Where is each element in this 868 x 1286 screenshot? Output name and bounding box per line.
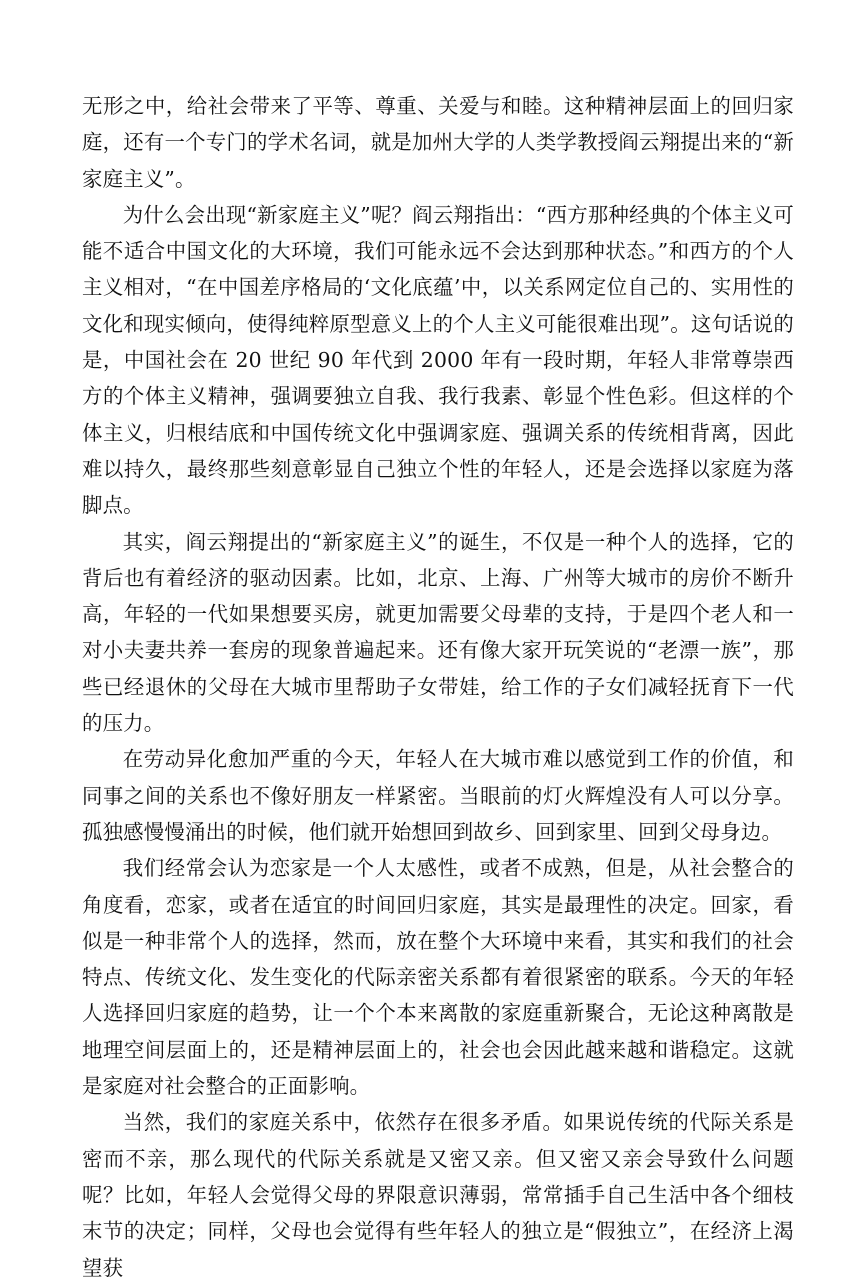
paragraph: 其实，阎云翔提出的“新家庭主义”的诞生，不仅是一种个人的选择，它的背后也有着经济的驱动因素。比如，北京、上海、广州等大城市的房价不断升高，年轻的一代如果想要买房，就更加需要父母辈的支持，于是四个老人和一对小夫妻共养一套房的现象普遍起来。还有像大家开玩笑说的“老漂一族”，那些已经退休的父母在大城市里帮助子女带娃，给工作的子女们减轻抚育下一代的压力。: [82, 529, 794, 736]
paragraph: 当然，我们的家庭关系中，依然存在很多矛盾。如果说传统的代际关系是密而不亲，那么现代的代际关系就是又密又亲。但又密又亲会导致什么问题呢？比如，年轻人会觉得父母的界限意识薄弱，常常插手自己生活中各个细枝末节的决定；同样，父母也会觉得有些年轻人的独立是“假独立”，在经济上渴望获: [82, 1110, 794, 1280]
paragraph: 在劳动异化愈加严重的今天，年轻人在大城市难以感觉到工作的价值，和同事之间的关系也不像好朋友一样紧密。当眼前的灯火辉煌没有人可以分享。孤独感慢慢涌出的时候，他们就开始想回到故乡、回到家里、回到父母身边。: [82, 747, 794, 844]
paragraph: 我们经常会认为恋家是一个人太感性，或者不成熟，但是，从社会整合的角度看，恋家，或者在适宜的时间回归家庭，其实是最理性的决定。回家，看似是一种非常个人的选择，然而，放在整个大环境中来看，其实和我们的社会特点、传统文化、发生变化的代际亲密关系都有着很紧密的联系。今天的年轻人选择回归家庭的趋势，让一个个本来离散的家庭重新聚合，无论这种离散是地理空间层面上的，还是精神层面上的，社会也会因此越来越和谐稳定。这就是家庭对社会整合的正面影响。: [82, 856, 794, 1099]
paragraph: 无形之中，给社会带来了平等、尊重、关爱与和睦。这种精神层面上的回归家庭，还有一个专门的学术名词，就是加州大学的人类学教授阎云翔提出来的“新家庭主义”。: [82, 94, 794, 191]
document-page: [82, 88, 794, 1286]
paragraph: 为什么会出现“新家庭主义”呢？阎云翔指出：“西方那种经典的个体主义可能不适合中国文化的大环境，我们可能永远不会达到那种状态。”和西方的个人主义相对，“在中国差序格局的‘文化底蕴’中，以关系网定位自己的、实用性的文化和现实倾向，使得纯粹原型意义上的个人主义可能很难出现”。这句话说的是，中国社会在 20 世纪 90 年代到 2000 年有一段时期，年轻人非常尊崇西方的个体主义精神，强调要独立自我、我行我素、彰显个性色彩。但这样的个体主义，归根结底和中国传统文化中强调家庭、强调关系的传统相背离，因此难以持久，最终那些刻意彰显自己独立个性的年轻人，还是会选择以家庭为落脚点。: [82, 202, 794, 518]
